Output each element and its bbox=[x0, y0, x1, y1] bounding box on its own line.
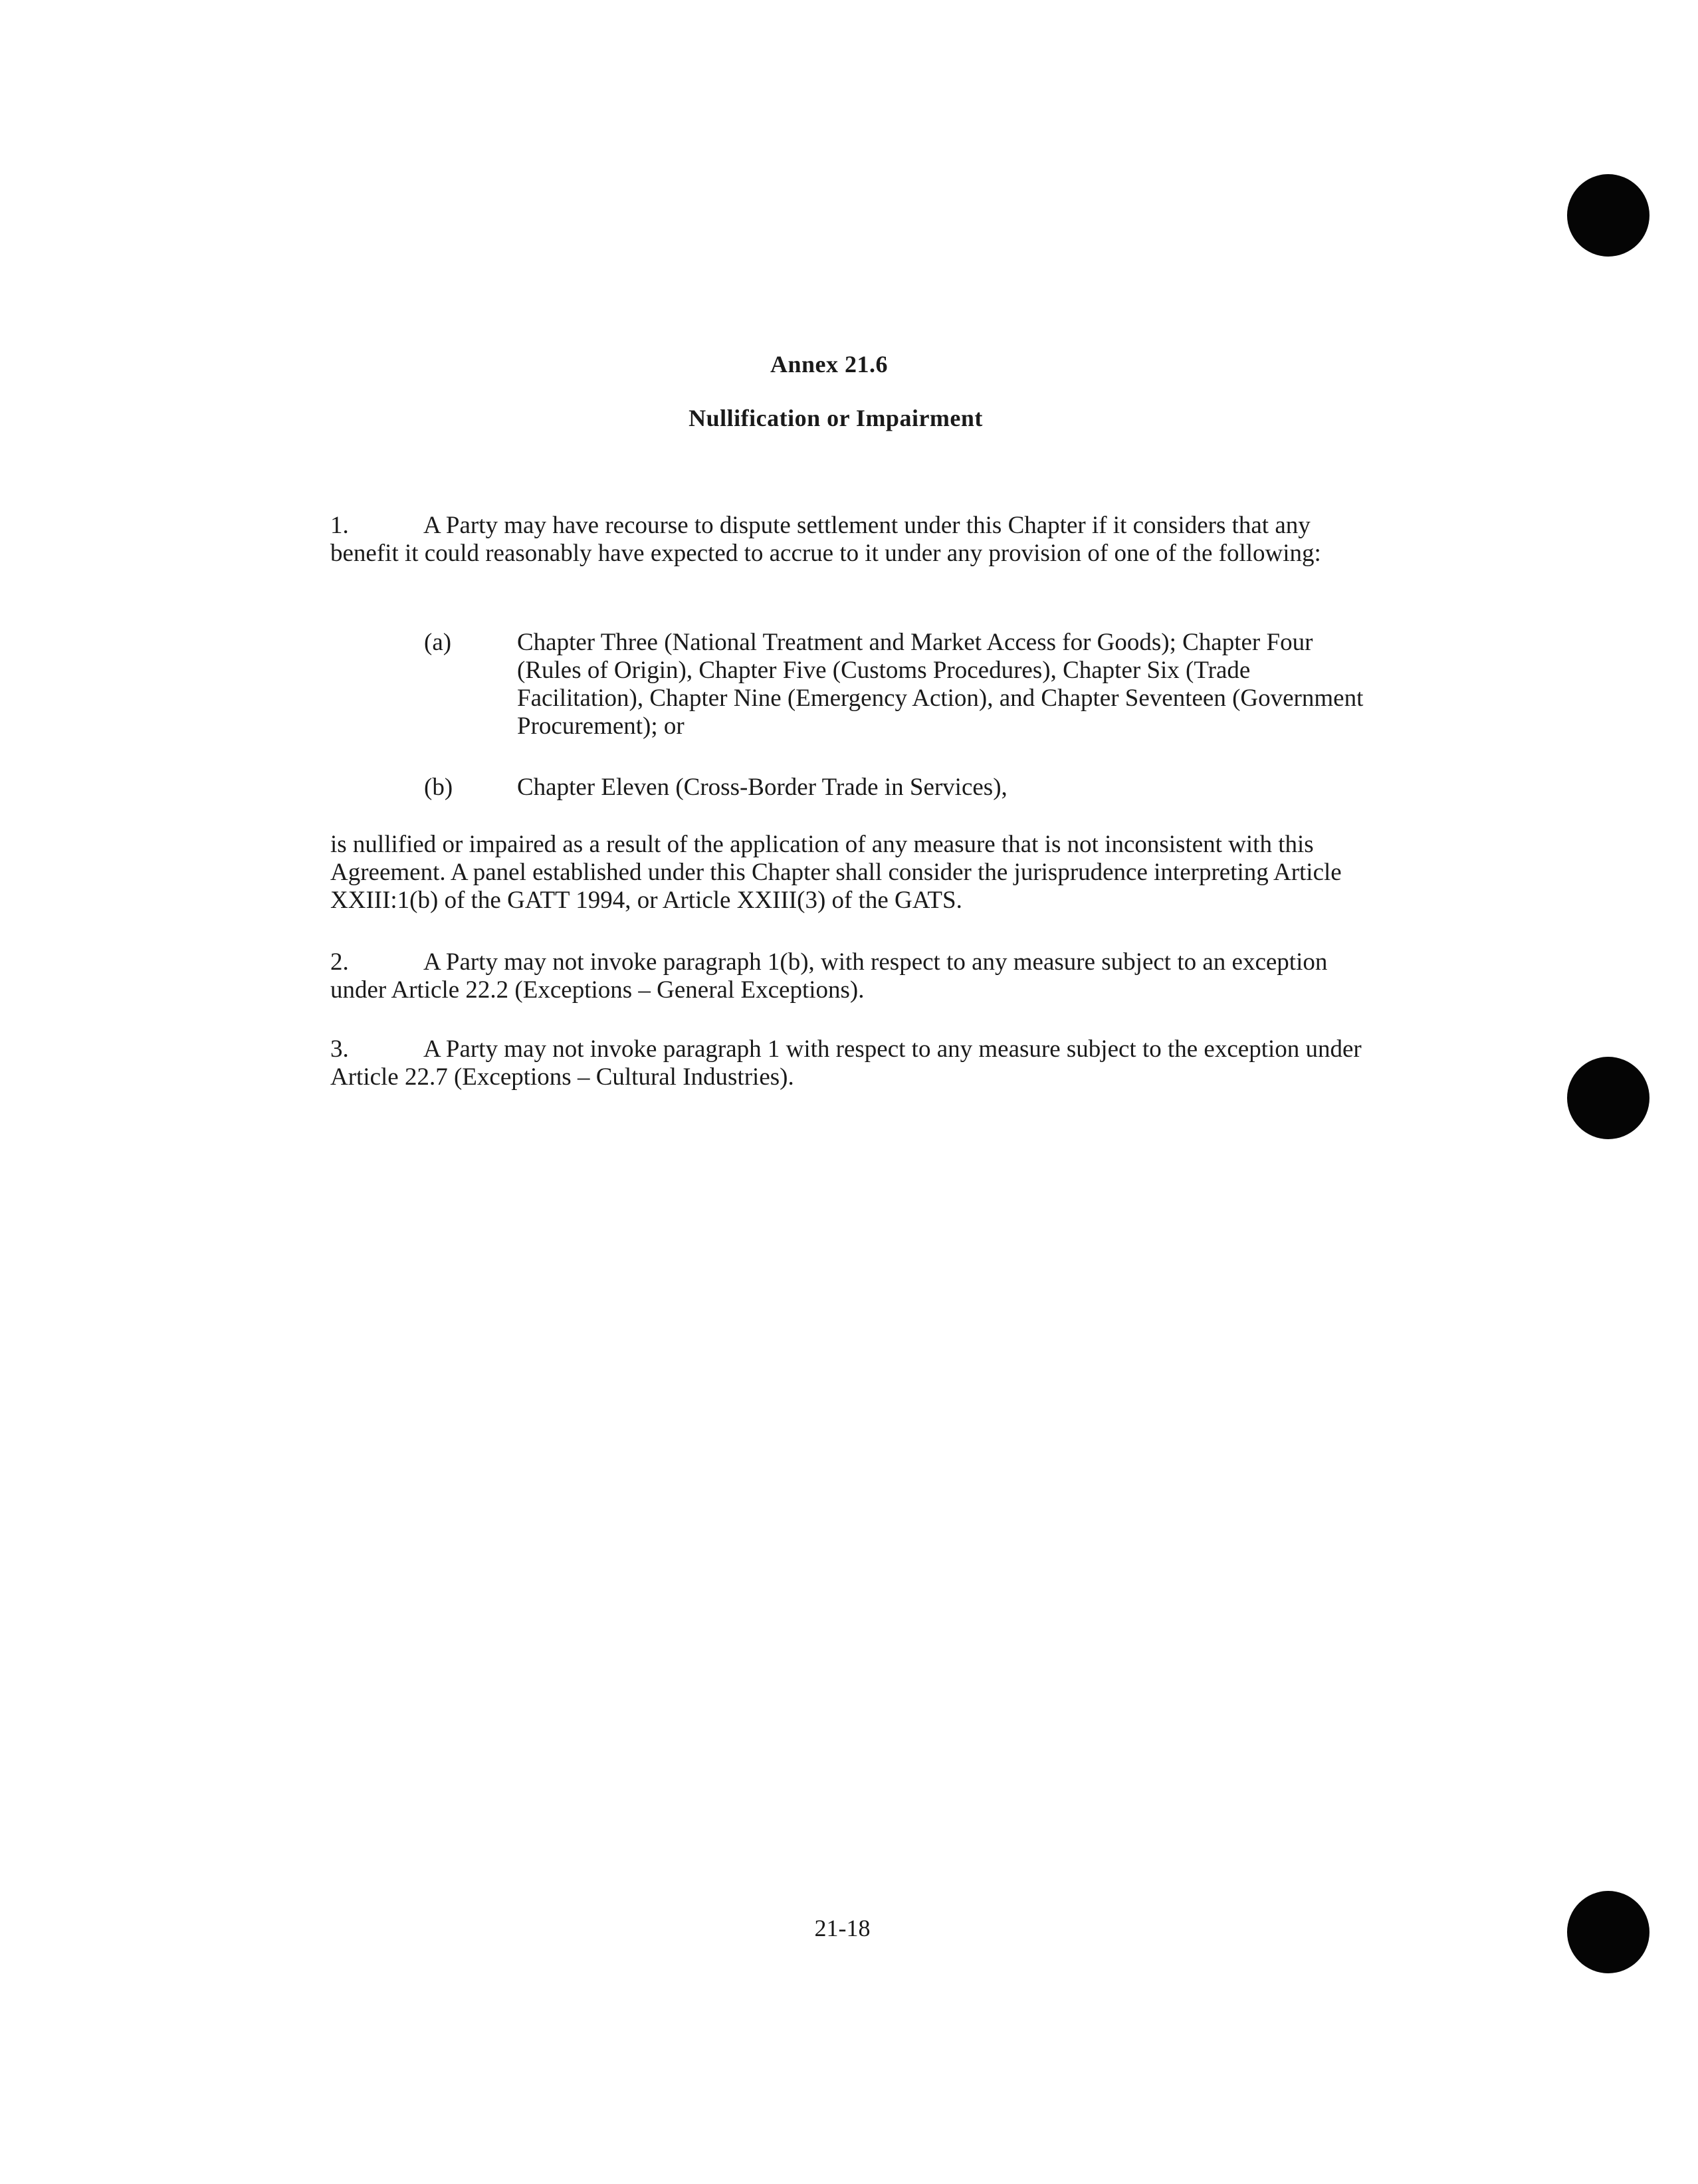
annex-title: Annex 21.6 bbox=[770, 351, 889, 378]
subparagraph-label: (b) bbox=[424, 774, 453, 801]
paragraph-3 bbox=[330, 1036, 1367, 1091]
annex-subtitle: Nullification or Impairment bbox=[689, 405, 983, 431]
punch-hole-middle bbox=[1567, 1057, 1649, 1139]
subparagraph-text: Chapter Three (National Treatment and Market Access for Goods); Chapter Four (Rules of Origin), Chapter Five (Customs Procedures), Chapter Six (Trade Facilitation), Chapter Nine (Emergency Action), and Chapter Seventeen (Government Procurement); or bbox=[517, 629, 1364, 740]
paragraph-number: 3. bbox=[330, 1036, 349, 1063]
paragraph-1 bbox=[330, 512, 1367, 568]
paragraph-text: A Party may not invoke paragraph 1(b), with respect to any measure subject to an exception under Article 22.2 (Exceptions – General Exceptions). bbox=[330, 948, 1328, 1004]
subparagraph-label: (a) bbox=[424, 629, 452, 656]
subparagraph-text: Chapter Eleven (Cross-Border Trade in Services), bbox=[517, 774, 1008, 801]
page-number: 21-18 bbox=[814, 1915, 871, 1941]
paragraph-number: 2. bbox=[330, 948, 349, 976]
paragraph-text: A Party may not invoke paragraph 1 with respect to any measure subject to the exception under Article 22.7 (Exceptions – Cultural Industries). bbox=[330, 1036, 1362, 1091]
paragraph-text: A Party may have recourse to dispute settlement under this Chapter if it considers that any benefit it could reasonably have expected to accrue to it under any provision of one of the following: bbox=[330, 512, 1321, 567]
paragraph-1-continuation: is nullified or impaired as a result of the application of any measure that is not inconsistent with this Agreement. A panel established under this Chapter shall consider the jurisprudence interpreting Article XXIII:1(b) of the GATT 1994, or Article XXIII(3) of the GATS. bbox=[330, 831, 1342, 914]
paragraph-2 bbox=[330, 948, 1367, 1004]
punch-hole-top bbox=[1567, 174, 1649, 257]
paragraph-number: 1. bbox=[330, 512, 349, 539]
